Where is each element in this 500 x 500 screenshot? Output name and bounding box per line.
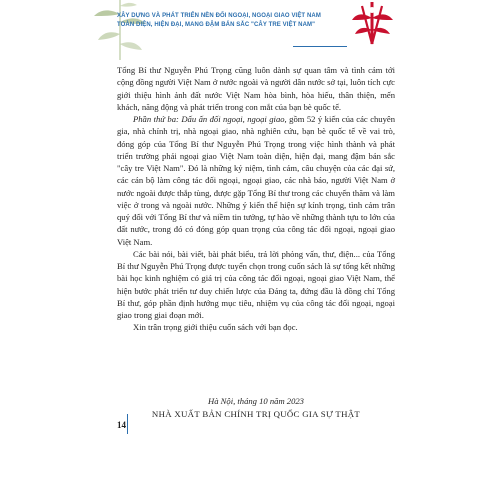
header-line-1: XÂY DỰNG VÀ PHÁT TRIỂN NỀN ĐỐI NGOẠI, NGOẠI GIAO VIỆT NAM [117,13,321,19]
header-line-2: TOÀN DIỆN, HIỆN ĐẠI, MANG ĐẬM BẢN SẮC "CÂY TRE VIỆT NAM" [117,22,316,28]
header-rule [293,46,347,47]
paragraph-4: Xin trân trọng giới thiệu cuốn sách với bạn đọc. [133,322,298,333]
place-date: Hà Nội, tháng 10 năm 2023 [208,396,304,406]
page-number-rule [127,414,128,434]
bamboo-leaves-decoration [90,0,150,60]
paragraph-1: Tổng Bí thư Nguyễn Phú Trọng cũng luôn dành sự quan tâm và tình cảm tới cộng đồng người Việt Nam ở nước ngoài và người dân nước sở tại, luôn tích cực giới thiệu hình ảnh đất nước Việt Nam hòa bình, hòa hiếu, thân thiện, mến khách, năng động và phát triển trong con mắt của bạn bè quốc tế. [117,65,395,112]
paragraph-3: Các bài nói, bài viết, bài phát biểu, trả lời phỏng vấn, thư, điện... của Tổng Bí thư Nguyễn Phú Trọng được tuyển chọn trong cuốn sách là sự tổng kết những bài học kinh nghiệm có giá trị của công tác đối ngoại, ngoại giao Việt Nam, thể hiện bước phát triển tư duy chiến lược của Đảng ta, đứng đầu là đồng chí Tổng Bí thư, góp phần định hướng mục tiêu, nhiệm vụ của công tác đối ngoại, ngoại giao trong giai đoạn mới. [117,248,395,320]
paragraph-2 [117,113,395,248]
running-header [117,12,377,30]
body-text [117,64,395,334]
signoff [117,395,395,420]
publisher-name: NHÀ XUẤT BẢN CHÍNH TRỊ QUỐC GIA SỰ THẬT [151,408,361,419]
paragraph-2-text: , gồm 52 ý kiến của các chuyên gia, nhà chính trị, nhà ngoại giao, nhà nghiên cứu, bạn bè quốc tế về vai trò, đóng góp của Tổng Bí thư Nguyễn Phú Trọng trong việc hình thành và phát triển trường phái ngoại giao Việt Nam toàn diện, hiện đại, mang đậm bản sắc "cây tre Việt Nam". Đó là những kỷ niệm, tình cảm, câu chuyện của các đại sứ, các cán bộ làm công tác đối ngoại, ngoại giao, các nhà báo, người Việt Nam ở nước ngoài được thắp tùng, được gặp Tổng Bí thư trong các chuyến thăm và làm việc ở trong và ngoài nước. Những ý kiến thể hiện sự kính trọng, tình cảm trân quý đối với Tổng Bí thư và niềm tin tưởng, tự hào về những thành tựu to lớn của đất nước, trong đó có đóng góp quan trọng của công tác đối ngoại, ngoại giao Việt Nam. [117,114,396,247]
bamboo-emblem-icon [350,0,395,48]
page-number: 14 [117,420,126,430]
part-three-label: Phần thứ ba: Dấu ấn đối ngoại, ngoại giao [133,114,285,124]
